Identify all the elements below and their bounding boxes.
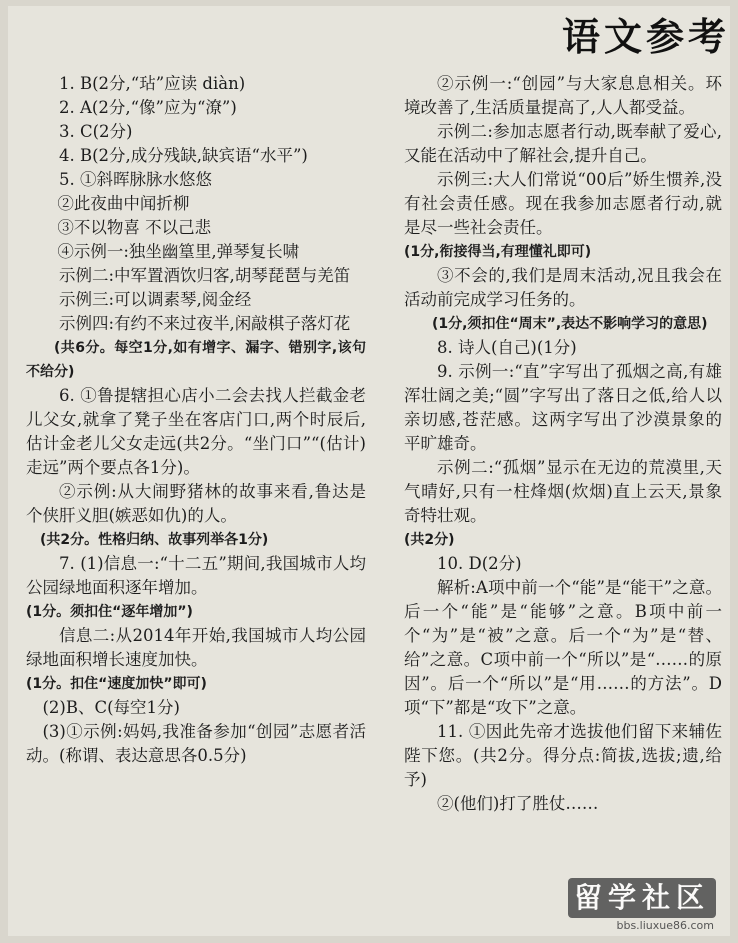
watermark-logo: 留学社区 <box>568 878 716 918</box>
answer-line: 示例二:参加志愿者行动,既奉献了爱心,又能在活动中了解社会,提升自己。 <box>404 122 722 165</box>
answer-line: (1分,衔接得当,有理懂礼即可) <box>404 244 592 260</box>
answer-line: 3. C(2分) <box>59 122 133 141</box>
answer-line: 示例三:可以调素琴,阅金经 <box>59 290 252 309</box>
answer-line: 示例二:“孤烟”显示在无边的荒漠里,天气晴好,只有一柱烽烟(炊烟)直上云天,景象奇特壮观。 <box>404 458 722 525</box>
answer-line: (共2分。性格归纳、故事列举各1分) <box>40 532 269 548</box>
newspaper-page <box>8 6 730 936</box>
answer-line: (3)①示例:妈妈,我准备参加“创园”志愿者活动。(称谓、表达意思各0.5分) <box>26 722 366 765</box>
answer-line: ③不会的,我们是周末活动,况且我会在活动前完成学习任务的。 <box>404 266 722 309</box>
watermark-url: bbs.liuxue86.com <box>616 919 714 932</box>
answer-line: 示例四:有约不来过夜半,闲敲棋子落灯花 <box>59 314 351 333</box>
answer-line: 7. (1)信息一:“十二五”期间,我国城市人均公园绿地面积逐年增加。 <box>26 554 366 597</box>
answer-line: 2. A(2分,“像”应为“潦”) <box>59 98 237 117</box>
answer-line: ②此夜曲中闻折柳 <box>57 194 190 213</box>
page-title: 语文参考 <box>561 15 730 59</box>
answer-line: ③不以物喜 不以己悲 <box>57 218 212 237</box>
answer-line: 示例三:大人们常说“00后”娇生惯养,没有社会责任感。现在我参加志愿者行动,就是尽一些社会责任。 <box>404 170 722 237</box>
answer-line: (共2分) <box>404 532 455 548</box>
answer-line: ④示例一:独坐幽篁里,弹琴复长啸 <box>57 242 300 261</box>
answer-line: 5. ①斜晖脉脉水悠悠 <box>59 170 212 189</box>
answer-line: (1分,须扣住“周末”,表达不影响学习的意思) <box>432 316 708 332</box>
left-column <box>26 72 366 768</box>
right-column <box>404 72 722 816</box>
answer-line: ②(他们)打了胜仗…… <box>437 794 599 813</box>
answer-line: 10. D(2分) <box>437 554 522 573</box>
answer-line: 1. B(2分,“玷”应读 diàn) <box>59 74 246 93</box>
answer-line: 9. 示例一:“直”字写出了孤烟之高,有雄浑壮阔之美;“圆”字写出了落日之低,给人以亲切感,苍茫感。这两字写出了沙漠景象的平旷雄奇。 <box>404 362 722 453</box>
answer-line: 6. ①鲁提辖担心店小二会去找人拦截金老儿父女,就拿了凳子坐在客店门口,两个时辰后,估计金老儿父女走远(共2分。“坐门口”“(估计)走远”两个要点各1分)。 <box>26 386 366 477</box>
answer-line: (2)B、C(每空1分) <box>42 698 180 717</box>
answer-line: 8. 诗人(自己)(1分) <box>437 338 577 357</box>
answer-line: (1分。扣住“速度加快”即可) <box>26 676 207 692</box>
answer-line: (1分。须扣住“逐年增加”) <box>26 604 193 620</box>
answer-line: 信息二:从2014年开始,我国城市人均公园绿地面积增长速度加快。 <box>26 626 366 669</box>
answer-line: ②示例一:“创园”与大家息息相关。环境改善了,生活质量提高了,人人都受益。 <box>404 74 722 117</box>
answer-line: 示例二:中军置酒饮归客,胡琴琵琶与羌笛 <box>59 266 351 285</box>
answer-line: (共6分。每空1分,如有增字、漏字、错别字,该句不给分) <box>26 340 366 380</box>
answer-line: 11. ①因此先帝才选拔他们留下来辅佐陛下您。(共2分。得分点:简拔,选拔;遗,给予) <box>404 722 722 789</box>
answer-line: 解析:A项中前一个“能”是“能干”之意。后一个“能”是“能够”之意。B项中前一个“为”是“被”之意。后一个“为”是“替、给”之意。C项中前一个“所以”是“……的原因”。后一个“所以”是“用……的方法”。D项“下”都是“攻下”之意。 <box>404 578 722 717</box>
answer-line: 4. B(2分,成分残缺,缺宾语“水平”) <box>59 146 308 165</box>
answer-line: ②示例:从大闹野猪林的故事来看,鲁达是个侠肝义胆(嫉恶如仇)的人。 <box>26 482 366 525</box>
